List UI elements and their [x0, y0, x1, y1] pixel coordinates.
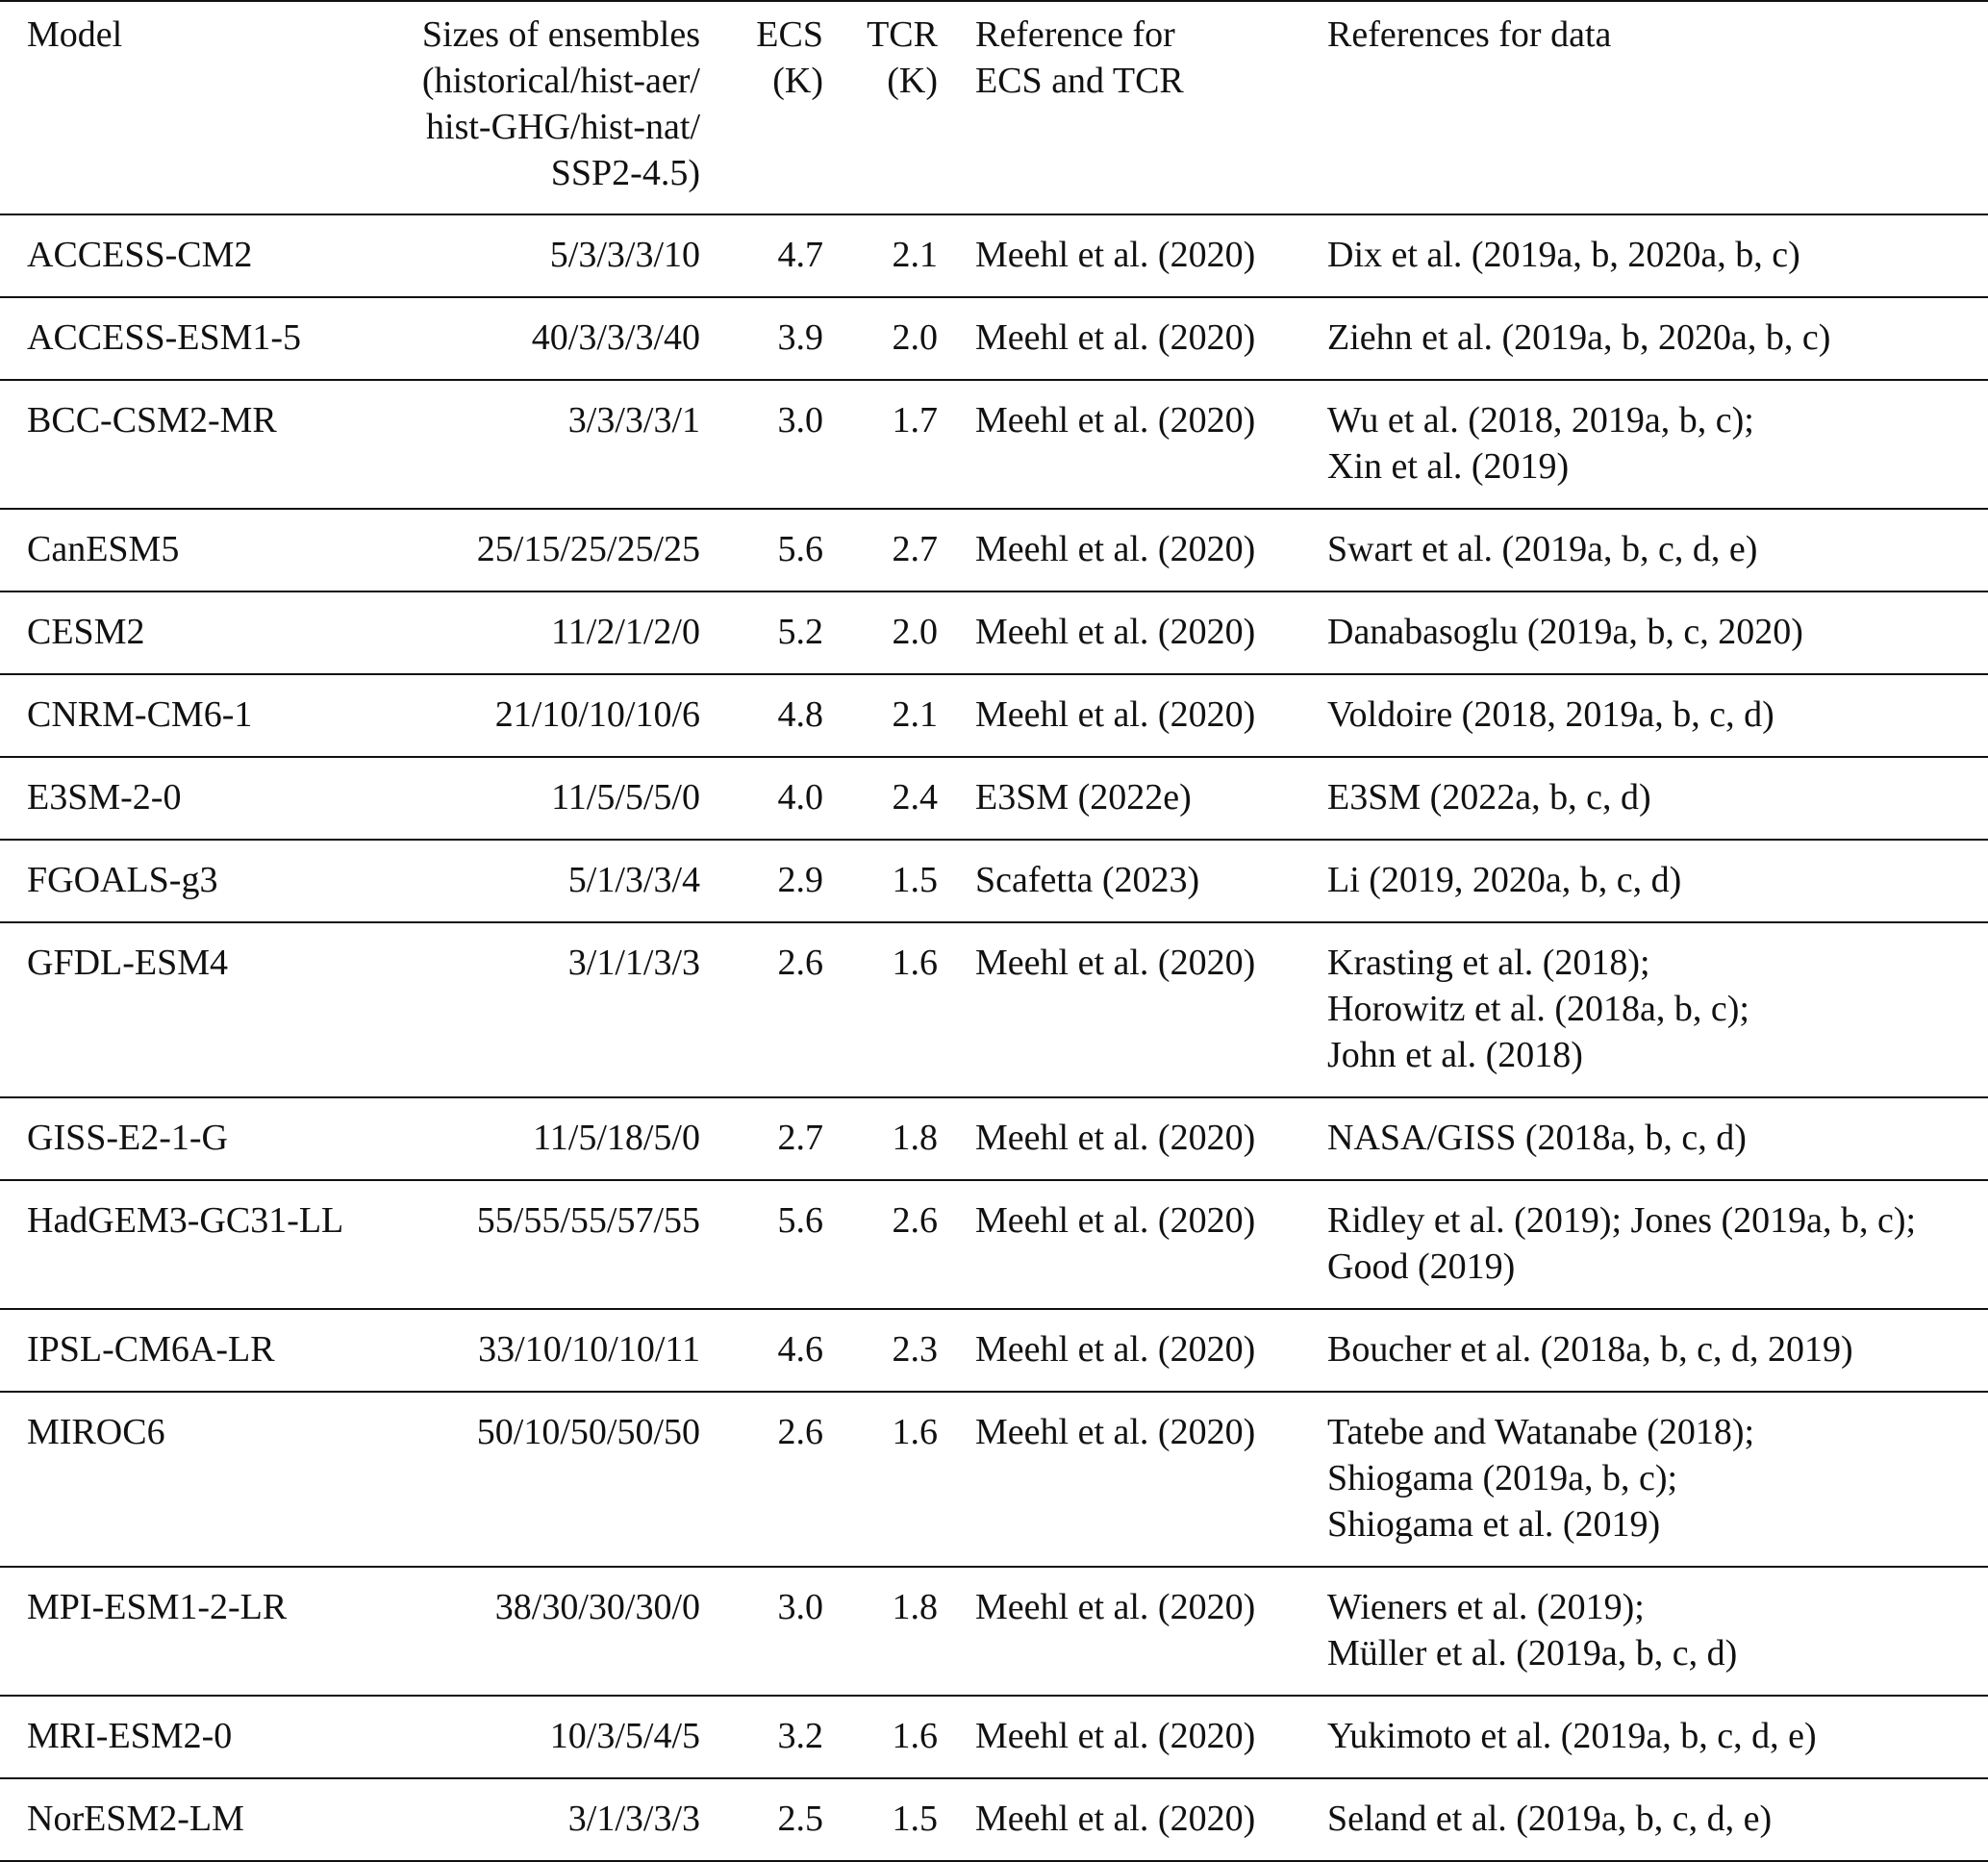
header-ecs-line: (K)	[772, 61, 823, 101]
cell-tcr: 2.4	[892, 777, 938, 818]
header-sizes	[385, 1, 712, 214]
cell-tcr: 2.6	[892, 1200, 938, 1241]
cell-data-references	[1308, 840, 1988, 922]
cell-model: CNRM-CM6-1	[27, 694, 253, 735]
cell-tcr: 1.6	[892, 1412, 938, 1452]
data-reference-line: NASA/GISS (2018a, b, c, d)	[1327, 1118, 1747, 1158]
header-tcr	[837, 1, 962, 214]
cell-model: MIROC6	[27, 1412, 165, 1452]
cell-ensemble-sizes: 40/3/3/3/40	[531, 317, 700, 358]
cell-reference: Meehl et al. (2020)	[975, 1200, 1256, 1241]
cell-model: MPI-ESM1-2-LR	[27, 1587, 288, 1627]
cell-data-references	[1308, 1309, 1988, 1392]
cell-model: NorESM2-LM	[27, 1799, 244, 1839]
cell-reference: Meehl et al. (2020)	[975, 400, 1256, 440]
cell-tcr: 2.7	[892, 529, 938, 569]
data-reference-line: Voldoire (2018, 2019a, b, c, d)	[1327, 694, 1774, 735]
cell-data-references	[1308, 591, 1988, 674]
cell-ecs: 2.5	[777, 1799, 823, 1839]
cell-model: ACCESS-CM2	[27, 235, 253, 275]
cell-ecs: 3.0	[777, 1587, 823, 1627]
header-ecs	[712, 1, 837, 214]
data-reference-line: Danabasoglu (2019a, b, c, 2020)	[1327, 612, 1803, 652]
table-row	[0, 297, 1988, 380]
header-sizes-line: hist-GHG/hist-nat/	[426, 107, 700, 147]
data-reference-line: Boucher et al. (2018a, b, c, d, 2019)	[1327, 1329, 1853, 1370]
data-reference-line: Dix et al. (2019a, b, 2020a, b, c)	[1327, 235, 1800, 275]
cell-reference: E3SM (2022e)	[975, 777, 1192, 818]
table-row	[0, 674, 1988, 757]
cell-ecs: 4.6	[777, 1329, 823, 1370]
cell-reference: Meehl et al. (2020)	[975, 1716, 1256, 1756]
table-body	[0, 214, 1988, 1861]
cell-ensemble-sizes: 5/3/3/3/10	[549, 235, 700, 275]
cell-data-references	[1308, 757, 1988, 840]
header-tcr-line: (K)	[887, 61, 938, 101]
cell-ensemble-sizes: 11/5/18/5/0	[533, 1118, 700, 1158]
cell-data-references	[1308, 922, 1988, 1097]
data-reference-line: Seland et al. (2019a, b, c, d, e)	[1327, 1799, 1773, 1839]
header-ecs-line: ECS	[756, 14, 823, 55]
cell-model: MRI-ESM2-0	[27, 1716, 233, 1756]
cell-reference: Meehl et al. (2020)	[975, 235, 1256, 275]
cell-reference: Meehl et al. (2020)	[975, 1799, 1256, 1839]
cell-ecs: 5.6	[777, 529, 823, 569]
table-row	[0, 840, 1988, 922]
cell-tcr: 1.5	[892, 1799, 938, 1839]
cell-ecs: 3.2	[777, 1716, 823, 1756]
header-row	[0, 1, 1988, 214]
cell-reference: Meehl et al. (2020)	[975, 694, 1256, 735]
cell-data-references	[1308, 1778, 1988, 1861]
cell-reference: Meehl et al. (2020)	[975, 1412, 1256, 1452]
data-reference-line: Müller et al. (2019a, b, c, d)	[1327, 1633, 1738, 1673]
cell-ecs: 2.6	[777, 1412, 823, 1452]
data-reference-line: Good (2019)	[1327, 1246, 1516, 1287]
header-sizes-line: (historical/hist-aer/	[421, 61, 700, 101]
header-sizes-line: SSP2-4.5)	[550, 153, 700, 193]
cell-data-references	[1308, 674, 1988, 757]
cell-model: BCC-CSM2-MR	[27, 400, 277, 440]
table-row	[0, 1392, 1988, 1567]
cell-ensemble-sizes: 25/15/25/25/25	[476, 529, 700, 569]
cell-model: GISS-E2-1-G	[27, 1118, 228, 1158]
cell-data-references	[1308, 214, 1988, 297]
cell-tcr: 2.0	[892, 317, 938, 358]
table-row	[0, 922, 1988, 1097]
table-row	[0, 214, 1988, 297]
header-model: Model	[27, 14, 123, 55]
cell-ecs: 5.2	[777, 612, 823, 652]
cell-model: FGOALS-g3	[27, 860, 218, 900]
data-reference-line: Shiogama (2019a, b, c);	[1327, 1458, 1678, 1498]
cell-model: GFDL-ESM4	[27, 943, 229, 983]
table-row	[0, 509, 1988, 591]
cell-ensemble-sizes: 3/3/3/3/1	[567, 400, 700, 440]
cell-ensemble-sizes: 11/2/1/2/0	[551, 612, 700, 652]
data-reference-line: Swart et al. (2019a, b, c, d, e)	[1327, 529, 1758, 569]
data-reference-line: Krasting et al. (2018);	[1327, 943, 1650, 983]
table-row	[0, 1180, 1988, 1309]
data-reference-line: Ziehn et al. (2019a, b, 2020a, b, c)	[1327, 317, 1831, 358]
cell-reference: Meehl et al. (2020)	[975, 317, 1256, 358]
header-reference-line: ECS and TCR	[975, 61, 1184, 101]
cell-reference: Meehl et al. (2020)	[975, 1329, 1256, 1370]
cell-ecs: 2.7	[777, 1118, 823, 1158]
data-reference-line: Shiogama et al. (2019)	[1327, 1504, 1661, 1545]
header-reference	[962, 1, 1308, 214]
header-reference-line: Reference for	[975, 14, 1175, 55]
cell-ecs: 4.8	[777, 694, 823, 735]
data-reference-line: E3SM (2022a, b, c, d)	[1327, 777, 1651, 818]
cell-ensemble-sizes: 10/3/5/4/5	[549, 1716, 700, 1756]
header-tcr-line: TCR	[867, 14, 938, 55]
cell-data-references	[1308, 509, 1988, 591]
cell-reference: Meehl et al. (2020)	[975, 529, 1256, 569]
cell-reference: Meehl et al. (2020)	[975, 943, 1256, 983]
cell-tcr: 2.1	[892, 694, 938, 735]
cell-data-references	[1308, 1392, 1988, 1567]
cell-model: CanESM5	[27, 529, 180, 569]
table-row	[0, 757, 1988, 840]
cell-ensemble-sizes: 33/10/10/10/11	[478, 1329, 700, 1370]
cell-ecs: 5.6	[777, 1200, 823, 1241]
cell-model: HadGEM3-GC31-LL	[27, 1200, 344, 1241]
data-reference-line: Xin et al. (2019)	[1327, 446, 1570, 487]
cell-reference: Meehl et al. (2020)	[975, 1118, 1256, 1158]
cell-ensemble-sizes: 3/1/3/3/3	[567, 1799, 700, 1839]
cell-tcr: 1.8	[892, 1587, 938, 1627]
cell-reference: Scafetta (2023)	[975, 860, 1200, 900]
cell-model: IPSL-CM6A-LR	[27, 1329, 275, 1370]
data-reference-line: Li (2019, 2020a, b, c, d)	[1327, 860, 1682, 900]
cell-data-references	[1308, 1097, 1988, 1180]
cell-data-references	[1308, 1696, 1988, 1778]
data-reference-line: Horowitz et al. (2018a, b, c);	[1327, 989, 1749, 1029]
cell-ensemble-sizes: 50/10/50/50/50	[476, 1412, 700, 1452]
cell-tcr: 2.3	[892, 1329, 938, 1370]
cell-ecs: 3.0	[777, 400, 823, 440]
cell-model: CESM2	[27, 612, 145, 652]
cell-ensemble-sizes: 21/10/10/10/6	[494, 694, 700, 735]
cell-reference: Meehl et al. (2020)	[975, 612, 1256, 652]
cell-data-references	[1308, 297, 1988, 380]
cell-ecs: 3.9	[777, 317, 823, 358]
header-data-references: References for data	[1327, 14, 1612, 55]
table-row	[0, 591, 1988, 674]
cell-ensemble-sizes: 11/5/5/5/0	[551, 777, 700, 818]
cell-ensemble-sizes: 3/1/1/3/3	[567, 943, 700, 983]
cell-model: E3SM-2-0	[27, 777, 182, 818]
cell-data-references	[1308, 380, 1988, 509]
cell-tcr: 1.5	[892, 860, 938, 900]
cell-ecs: 2.9	[777, 860, 823, 900]
cell-reference: Meehl et al. (2020)	[975, 1587, 1256, 1627]
cell-ensemble-sizes: 5/1/3/3/4	[567, 860, 700, 900]
cell-ecs: 4.7	[777, 235, 823, 275]
cell-data-references	[1308, 1567, 1988, 1696]
data-reference-line: Yukimoto et al. (2019a, b, c, d, e)	[1327, 1716, 1817, 1756]
cell-tcr: 1.8	[892, 1118, 938, 1158]
header-sizes-line: Sizes of ensembles	[421, 14, 700, 55]
cell-model: ACCESS-ESM1-5	[27, 317, 302, 358]
cell-tcr: 2.1	[892, 235, 938, 275]
data-reference-line: Tatebe and Watanabe (2018);	[1327, 1412, 1755, 1452]
data-reference-line: John et al. (2018)	[1327, 1035, 1583, 1075]
cell-tcr: 2.0	[892, 612, 938, 652]
cell-data-references	[1308, 1180, 1988, 1309]
table-row	[0, 1696, 1988, 1778]
table-header	[0, 1, 1988, 214]
cell-ecs: 2.6	[777, 943, 823, 983]
table-row	[0, 1097, 1988, 1180]
data-reference-line: Wu et al. (2018, 2019a, b, c);	[1327, 400, 1754, 440]
data-reference-line: Wieners et al. (2019);	[1327, 1587, 1645, 1627]
table-row	[0, 1567, 1988, 1696]
table-row	[0, 1778, 1988, 1861]
cell-tcr: 1.6	[892, 1716, 938, 1756]
cell-tcr: 1.6	[892, 943, 938, 983]
cell-ecs: 4.0	[777, 777, 823, 818]
cell-ensemble-sizes: 55/55/55/57/55	[476, 1200, 700, 1241]
cell-tcr: 1.7	[892, 400, 938, 440]
cell-ensemble-sizes: 38/30/30/30/0	[494, 1587, 700, 1627]
table-row	[0, 380, 1988, 509]
data-reference-line: Ridley et al. (2019); Jones (2019a, b, c);	[1327, 1200, 1917, 1241]
table-row	[0, 1309, 1988, 1392]
